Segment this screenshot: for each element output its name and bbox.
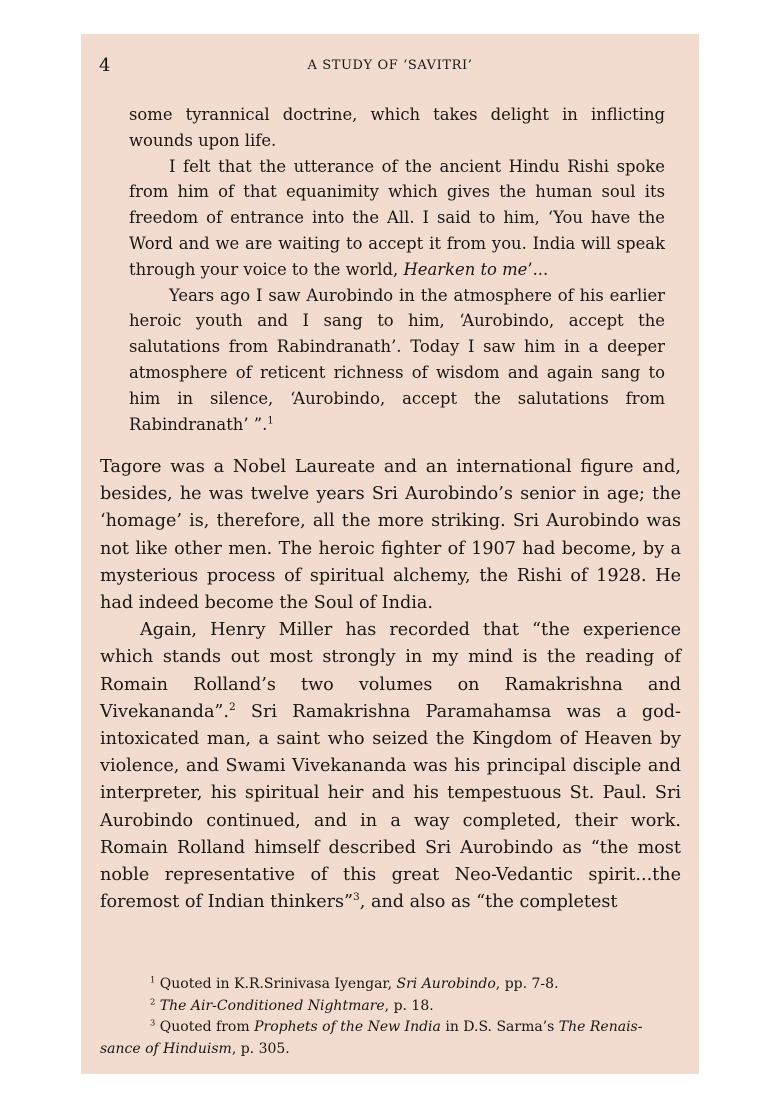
block-quote	[129, 102, 665, 437]
italic-phrase: Hearken to me	[403, 259, 528, 279]
footnote-1: $^1$ Quoted in K.R.Srinivasa Iyengar, Sri Aurobindo, pp. 7-8.	[150, 974, 559, 992]
footnote-ref-3: 3	[353, 891, 360, 904]
page-header	[99, 54, 681, 78]
quote-paragraph-2: I felt that the utterance of the ancient Hindu Rishi spoke from him of that equanimity which gives the human soul its freedom of entrance into the All. I said to him, ‘You have the Word and we are waiting to accept it from you. India will speak through your voice to the world, Hearken to me’...	[129, 156, 665, 279]
quote-paragraph-1: some tyrannical doctrine, which takes delight in inflicting wounds upon life.	[129, 105, 665, 150]
page-number: 4	[99, 55, 111, 76]
body-paragraph-2: Again, Henry Miller has recorded that “the experience which stands out most strongly in my mind is the reading of Romain Rolland’s two volumes on Ramakrishna and Vivekananda”.$^2$ Sri Ramakrishna Paramahamsa was a god-intoxicated man, a saint who seized the Kingdom of Heaven by violence, and Swami Vivekananda was his principal disciple and interpreter, his spiritual heir and his tempestuous St. Paul. Sri Aurobindo continued, and in a way completed, their work. Romain Rolland himself described Sri Aurobindo as “the most noble representative of this great Neo-Vedantic spirit...the foremost of Indian thinkers”$^3$, and also as “the completest	[100, 620, 681, 913]
footnote-ref-1: 1	[267, 415, 274, 427]
footnote-ref-2: 2	[229, 700, 236, 713]
running-title: A STUDY OF ‘SAVITRI’	[307, 58, 473, 73]
quote-paragraph-3: Years ago I saw Aurobindo in the atmosphere of his earlier heroic youth and I sang to him, ‘Aurobindo, accept the salutations from Rabindranath’. Today I saw him in a deeper atmosphere of reticent richness of wisdom and again sang to him in silence, ‘Aurobindo, accept the salutations from Rabindranath’ ”.$^1$	[129, 285, 665, 434]
body-text	[100, 454, 681, 916]
footnote-2: $^2$ The Air-Conditioned Nightmare, p. 18.	[150, 995, 434, 1014]
footnotes	[100, 974, 681, 1060]
footnote-3: $^3$ Quoted from Prophets of the New India in D.S. Sarma’s The Renais-	[150, 1017, 643, 1035]
body-paragraph-1: Tagore was a Nobel Laureate and an international figure and, besides, he was twelve years Sri Aurobindo’s senior in age; the ‘homage’ is, therefore, all the more striking. Sri Aurobindo was not like other men. The heroic fighter of 1907 had become, by a mysterious process of spiritual alchemy, the Rishi of 1928. He had indeed become the Soul of India.	[100, 457, 681, 614]
footnote-3-continued: sance of Hinduism, p. 305.	[100, 1040, 290, 1057]
book-page	[81, 34, 699, 1074]
